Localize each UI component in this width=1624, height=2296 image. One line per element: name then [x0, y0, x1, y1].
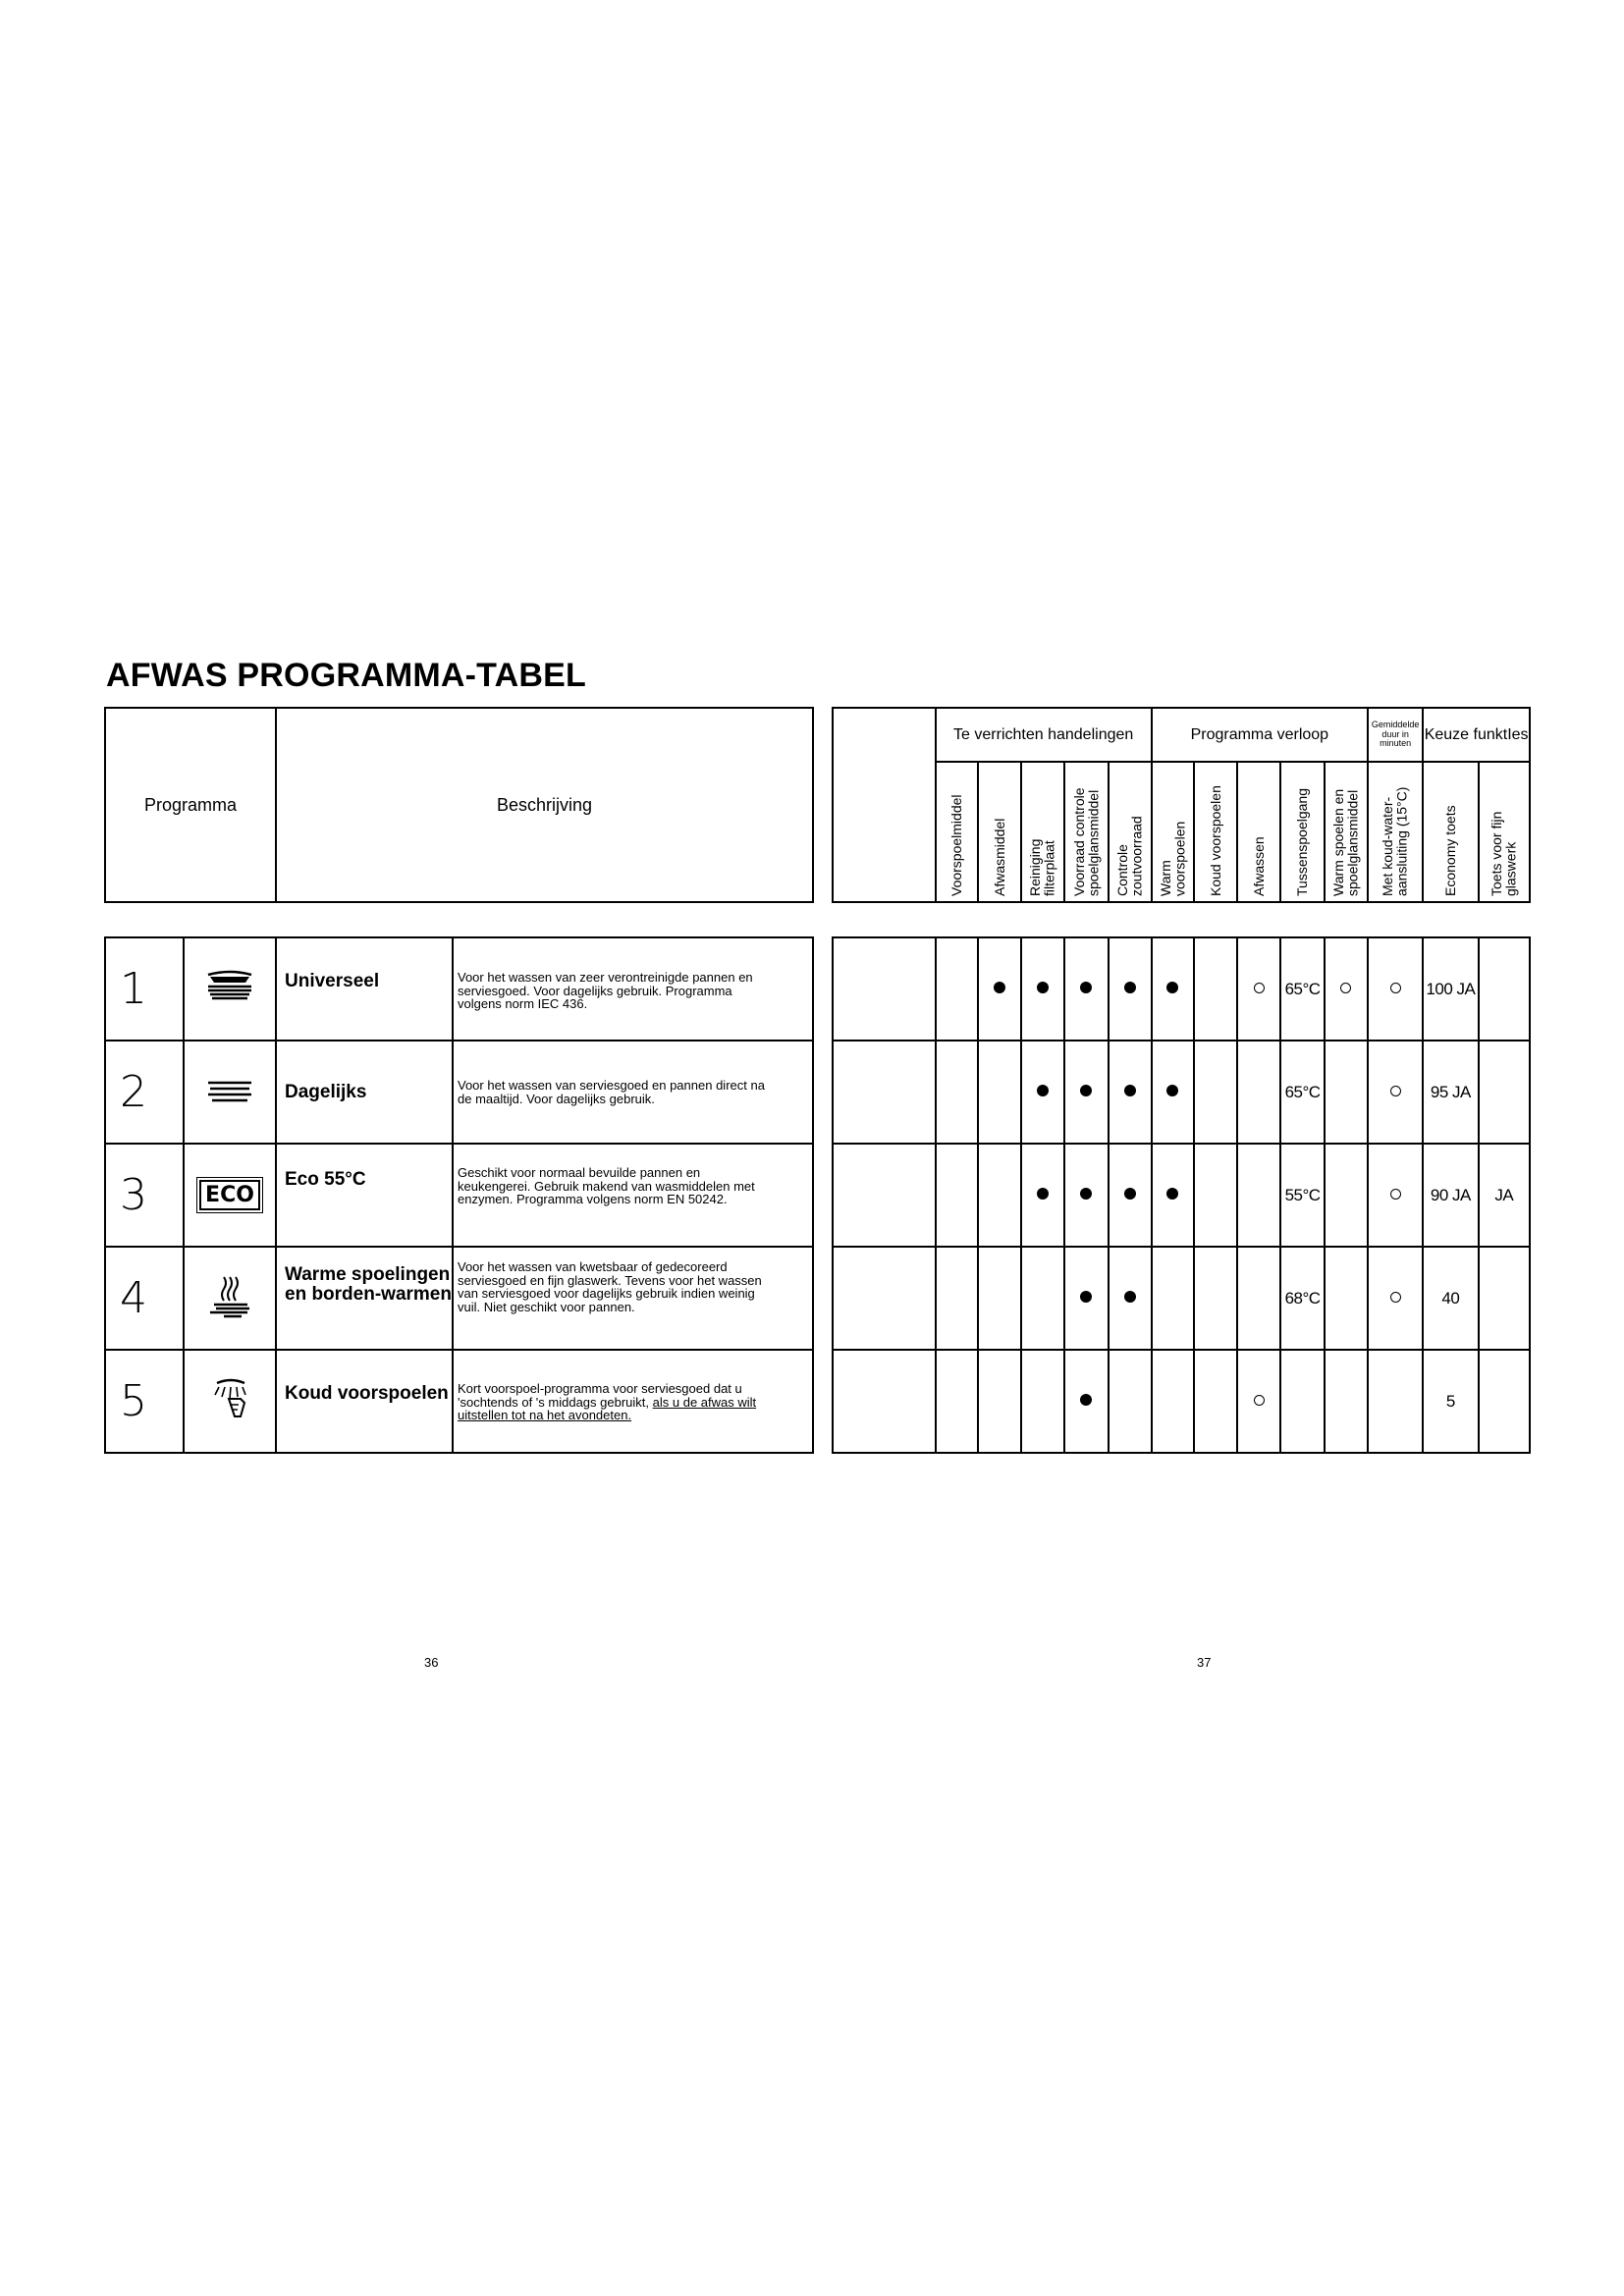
settings-cell — [1479, 1144, 1530, 1247]
settings-row — [833, 1041, 1530, 1144]
settings-cell — [1479, 1041, 1530, 1144]
open-circle-icon — [1254, 1395, 1265, 1406]
settings-cell — [1109, 1041, 1152, 1144]
column-header: Controle zoutvoorraad — [1109, 762, 1152, 902]
settings-cell — [1021, 937, 1064, 1041]
column-header: Met koud-water- aansluiting (15°C) — [1368, 762, 1423, 902]
open-circle-icon — [1390, 1292, 1401, 1303]
settings-cell — [936, 1144, 978, 1247]
page-title: AFWAS PROGRAMMA-TABEL — [106, 657, 586, 694]
settings-cell — [1423, 1350, 1478, 1453]
filled-dot-icon — [1080, 1188, 1092, 1200]
settings-cell — [1021, 1144, 1064, 1247]
settings-cell — [978, 1247, 1021, 1350]
program-row — [105, 1247, 813, 1350]
page-number-right: 37 — [1197, 1655, 1212, 1670]
beschrijving-header: Beschrijving — [276, 708, 813, 902]
settings-cell — [1368, 1144, 1423, 1247]
column-header: Reiniging filterplaat — [1021, 762, 1064, 902]
right-header-spacer — [833, 708, 936, 902]
column-header: Warm voorspoelen — [1152, 762, 1194, 902]
settings-cell — [1021, 1350, 1064, 1453]
program-name: Eco 55°C — [276, 1144, 453, 1247]
settings-row-spacer — [833, 1247, 936, 1350]
settings-value: 65°C — [1284, 1082, 1321, 1101]
settings-value: 95 JA — [1430, 1082, 1471, 1101]
settings-cell — [1152, 1350, 1194, 1453]
settings-cell — [1325, 1041, 1368, 1144]
program-description: Voor het wassen van zeer verontreinigde pannen en serviesgoed. Voor dagelijks gebruik. Programma volgens norm IEC 436. — [453, 937, 813, 1041]
settings-cell — [1021, 1247, 1064, 1350]
stacked-dishes-icon — [184, 937, 276, 1041]
filled-dot-icon — [1037, 982, 1049, 993]
cold-rinse-icon — [184, 1350, 276, 1453]
program-name: Dagelijks — [276, 1041, 453, 1144]
settings-cell — [1368, 1247, 1423, 1350]
settings-cell — [1479, 1247, 1530, 1350]
settings-cell — [1280, 1041, 1324, 1144]
keuze-header: Keuze funktIes — [1423, 708, 1530, 762]
right-header-table — [832, 707, 1531, 903]
settings-cell — [1064, 1350, 1108, 1453]
settings-cell — [1064, 937, 1108, 1041]
settings-cell — [1064, 1247, 1108, 1350]
settings-row-spacer — [833, 1350, 936, 1453]
filled-dot-icon — [1166, 982, 1178, 993]
program-name: Koud voorspoelen — [276, 1350, 453, 1453]
settings-cell — [1237, 1144, 1280, 1247]
settings-cell — [1423, 1041, 1478, 1144]
program-name: Warme spoelingen en borden-warmen — [276, 1247, 453, 1350]
filled-dot-icon — [1124, 1085, 1136, 1096]
column-header: Voorspoelmiddel — [936, 762, 978, 902]
column-header: Koud voorspoelen — [1194, 762, 1237, 902]
settings-row — [833, 1350, 1530, 1453]
filled-dot-icon — [1080, 1394, 1092, 1406]
eco-icon: ECO — [184, 1144, 276, 1247]
settings-cell — [978, 1350, 1021, 1453]
settings-cell — [1064, 1144, 1108, 1247]
program-number: 2 — [105, 1041, 184, 1144]
settings-cell — [1325, 1144, 1368, 1247]
settings-value: 55°C — [1284, 1185, 1321, 1204]
settings-value: 68°C — [1284, 1288, 1321, 1308]
settings-cell — [1152, 1144, 1194, 1247]
settings-cell — [978, 1041, 1021, 1144]
settings-cell — [1479, 937, 1530, 1041]
settings-cell — [1237, 937, 1280, 1041]
settings-cell — [1280, 937, 1324, 1041]
settings-value: JA — [1494, 1185, 1514, 1204]
column-header: Tussenspoelgang — [1280, 762, 1324, 902]
program-description: Voor het wassen van kwetsbaar of gedecoreerd serviesgoed en fijn glaswerk. Tevens voor het wassen van serviesgoed voor dagelijks gebruik indien weinig vuil. Niet geschikt voor pannen. — [453, 1247, 813, 1350]
warm-plates-icon — [184, 1247, 276, 1350]
program-row — [105, 1041, 813, 1144]
open-circle-icon — [1390, 1189, 1401, 1200]
column-header: Afwasmiddel — [978, 762, 1021, 902]
settings-cell — [1194, 1144, 1237, 1247]
settings-cell — [1423, 1144, 1478, 1247]
filled-dot-icon — [1037, 1188, 1049, 1200]
settings-row-spacer — [833, 1144, 936, 1247]
settings-value: 90 JA — [1430, 1185, 1471, 1204]
open-circle-icon — [1390, 983, 1401, 993]
settings-cell — [1280, 1350, 1324, 1453]
program-row — [105, 937, 813, 1041]
settings-cell — [1479, 1350, 1530, 1453]
filled-dot-icon — [1124, 1291, 1136, 1303]
open-circle-icon — [1254, 983, 1265, 993]
settings-cell — [1237, 1350, 1280, 1453]
settings-row — [833, 1247, 1530, 1350]
plates-icon — [184, 1041, 276, 1144]
duur-header: Gemiddelde duur in minuten — [1368, 708, 1423, 762]
settings-cell — [1109, 1144, 1152, 1247]
settings-cell — [1280, 1144, 1324, 1247]
settings-cell — [1368, 1041, 1423, 1144]
filled-dot-icon — [1124, 1188, 1136, 1200]
settings-cell — [1194, 1350, 1237, 1453]
settings-cell — [1152, 1247, 1194, 1350]
settings-row — [833, 937, 1530, 1041]
settings-cell — [1194, 1041, 1237, 1144]
settings-cell — [1237, 1247, 1280, 1350]
settings-cell — [1325, 1350, 1368, 1453]
program-number: 5 — [105, 1350, 184, 1453]
program-description: Voor het wassen van serviesgoed en pannen direct na de maaltijd. Voor dagelijks gebruik. — [453, 1041, 813, 1144]
settings-cell — [1368, 1350, 1423, 1453]
program-description: Kort voorspoel-programma voor serviesgoed dat u 'sochtends of 's middags gebruikt, als u de afwas wilt uitstellen tot na het avondeten. — [453, 1350, 813, 1453]
settings-cell — [978, 937, 1021, 1041]
settings-cell — [1237, 1041, 1280, 1144]
column-header: Voorraad controle spoelglansmiddel — [1064, 762, 1108, 902]
program-description-table — [104, 936, 814, 1454]
settings-cell — [936, 1247, 978, 1350]
open-circle-icon — [1340, 983, 1351, 993]
filled-dot-icon — [1037, 1085, 1049, 1096]
verloop-header: Programma verloop — [1152, 708, 1368, 762]
filled-dot-icon — [994, 982, 1005, 993]
filled-dot-icon — [1080, 1085, 1092, 1096]
settings-cell — [1325, 1247, 1368, 1350]
settings-cell — [936, 1041, 978, 1144]
settings-value: 5 — [1445, 1391, 1455, 1411]
settings-cell — [1194, 1247, 1237, 1350]
programma-header: Programma — [105, 708, 276, 902]
program-row — [105, 1350, 813, 1453]
open-circle-icon — [1390, 1086, 1401, 1096]
program-description: Geschikt voor normaal bevuilde pannen en keukengerei. Gebruik makend van wasmiddelen met enzymen. Programma volgens norm EN 50242. — [453, 1144, 813, 1247]
settings-cell — [1368, 937, 1423, 1041]
settings-cell — [1021, 1041, 1064, 1144]
filled-dot-icon — [1080, 1291, 1092, 1303]
column-header: Warm spoelen en spoelglansmiddel — [1325, 762, 1368, 902]
settings-cell — [1109, 1247, 1152, 1350]
settings-value: 40 — [1441, 1288, 1460, 1308]
column-header: Toets voor fijn glaswerk — [1479, 762, 1530, 902]
program-number: 3 — [105, 1144, 184, 1247]
settings-cell — [1152, 1041, 1194, 1144]
settings-cell — [1325, 937, 1368, 1041]
program-row — [105, 1144, 813, 1247]
program-number: 4 — [105, 1247, 184, 1350]
settings-cell — [1109, 937, 1152, 1041]
left-header-table — [104, 707, 814, 903]
handelingen-header: Te verrichten handelingen — [936, 708, 1152, 762]
filled-dot-icon — [1166, 1188, 1178, 1200]
filled-dot-icon — [1124, 982, 1136, 993]
column-header: Economy toets — [1423, 762, 1478, 902]
settings-cell — [936, 1350, 978, 1453]
settings-row-spacer — [833, 1041, 936, 1144]
settings-cell — [1194, 937, 1237, 1041]
page-number-left: 36 — [424, 1655, 439, 1670]
settings-cell — [1109, 1350, 1152, 1453]
settings-row-spacer — [833, 937, 936, 1041]
settings-cell — [1152, 937, 1194, 1041]
settings-cell — [1280, 1247, 1324, 1350]
settings-row — [833, 1144, 1530, 1247]
settings-cell — [978, 1144, 1021, 1247]
program-number: 1 — [105, 937, 184, 1041]
program-name: Universeel — [276, 937, 453, 1041]
settings-cell — [1064, 1041, 1108, 1144]
filled-dot-icon — [1166, 1085, 1178, 1096]
settings-value: 65°C — [1284, 979, 1321, 998]
settings-cell — [1423, 1247, 1478, 1350]
filled-dot-icon — [1080, 982, 1092, 993]
column-header: Afwassen — [1237, 762, 1280, 902]
settings-value: 100 JA — [1426, 979, 1476, 998]
settings-cell — [936, 937, 978, 1041]
program-settings-table — [832, 936, 1531, 1454]
settings-cell — [1423, 937, 1478, 1041]
